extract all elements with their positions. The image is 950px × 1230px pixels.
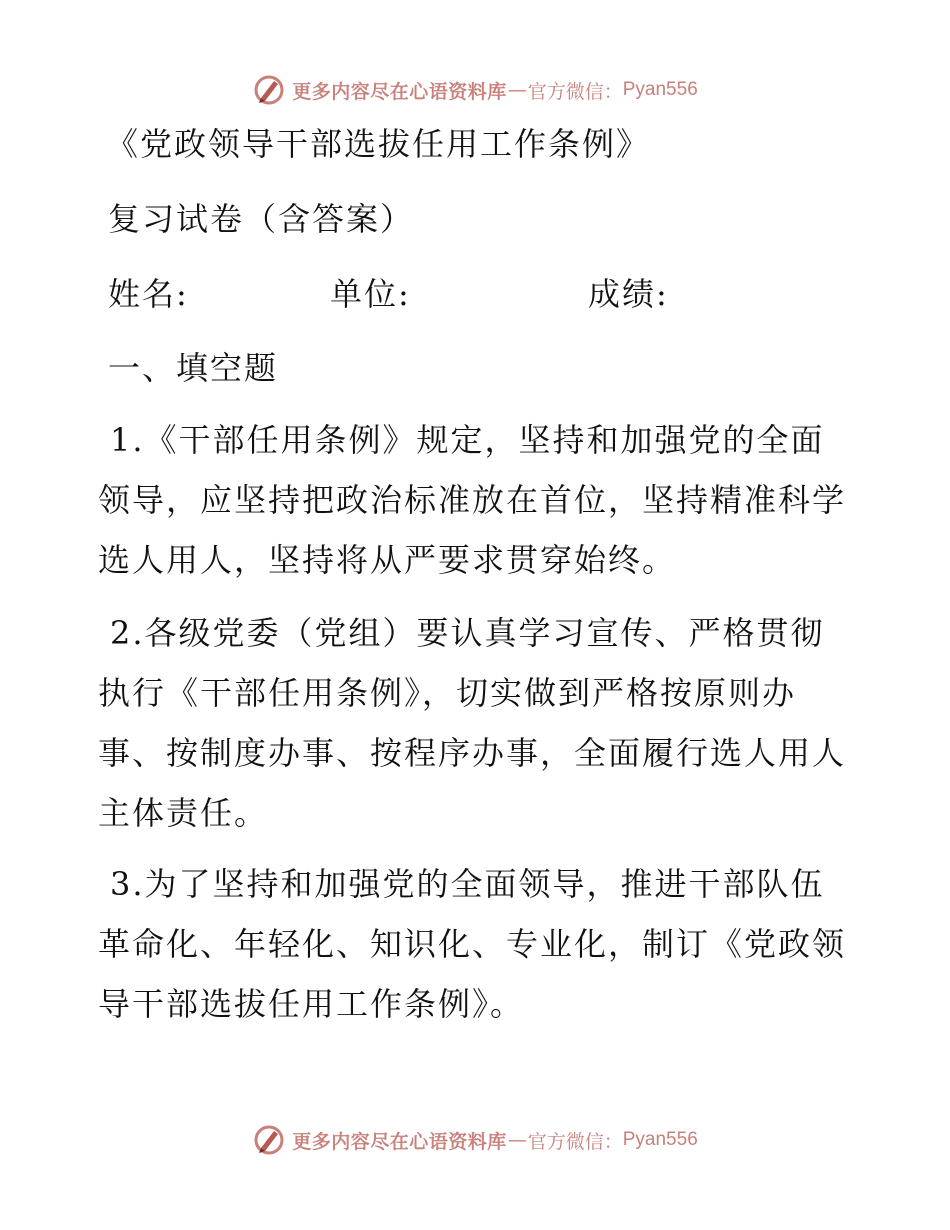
watermark-id: Pyan556 — [622, 79, 698, 100]
name-field-label: 姓名: — [108, 275, 189, 313]
section-heading: 一、填空题 — [108, 349, 279, 387]
watermark-dash: — — [507, 1129, 527, 1151]
watermark-id: Pyan556 — [622, 1129, 698, 1150]
watermark-banner-top — [0, 70, 950, 110]
question-paragraph: 2.各级党委（党组）要认真学习宣传、严格贯彻执行《干部任用条例》，切实做到严格按原则办事、按制度办事、按程序办事，全面履行选人用人主体责任。 — [98, 614, 847, 832]
watermark-account: 官方微信： — [527, 80, 623, 103]
score-field-label: 成绩: — [588, 275, 669, 313]
watermark-text: 更多内容尽在心语资料库 — [292, 80, 507, 103]
pen-circle-logo-icon — [252, 1123, 286, 1157]
document-title: 《党政领导干部选拔任用工作条例》 — [106, 125, 651, 163]
watermark-text: 更多内容尽在心语资料库 — [292, 1130, 507, 1153]
document-subtitle: 复习试卷（含答案） — [108, 200, 415, 238]
unit-field-label: 单位: — [330, 275, 411, 313]
pen-circle-logo-icon — [252, 73, 286, 107]
watermark-account: 官方微信： — [527, 1130, 623, 1153]
question-paragraph: 3.为了坚持和加强党的全面领导，推进干部队伍革命化、年轻化、知识化、专业化，制订《党政领导干部选拔任用工作条例》。 — [98, 865, 847, 1023]
watermark-banner-bottom — [0, 1120, 950, 1160]
watermark-dash: — — [507, 79, 527, 101]
question-paragraph: 1.《干部任用条例》规定，坚持和加强党的全面领导，应坚持把政治标准放在首位，坚持精准科学选人用人，坚持将从严要求贯穿始终。 — [98, 421, 847, 579]
